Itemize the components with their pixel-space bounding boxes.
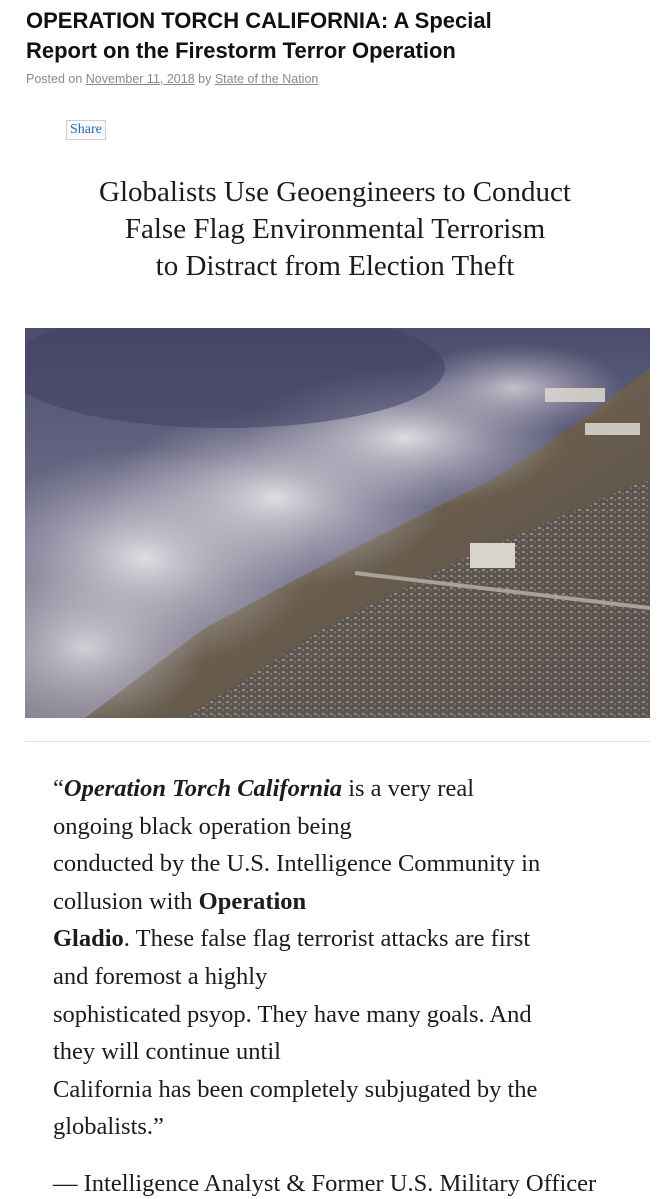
quote-line-9: California has been completely subjugated by the bbox=[53, 1075, 538, 1103]
quote-line-1 bbox=[53, 770, 628, 808]
quote-line-5 bbox=[53, 920, 628, 958]
article-subheading bbox=[20, 174, 650, 285]
quote-line-5-bold: Gladio bbox=[53, 925, 124, 953]
quote-line-1-rest: is a very real bbox=[342, 775, 475, 802]
quote-line-3: conducted by the U.S. Intelligence Community in bbox=[53, 850, 541, 878]
quote-line-8: they will continue until bbox=[53, 1038, 281, 1066]
quote-line-4-pre: collusion with bbox=[53, 887, 199, 915]
subhead-line-3: to Distract from Election Theft bbox=[155, 250, 515, 282]
quote-line-6: and foremost a highly bbox=[53, 962, 268, 990]
share-button[interactable]: Share bbox=[66, 120, 106, 140]
quote-block bbox=[53, 770, 628, 1146]
quote-line-10: globalists.” bbox=[53, 1113, 164, 1141]
quote-line-5-rest: . These false flag terrorist attacks are first bbox=[123, 925, 531, 953]
by-prefix: by bbox=[198, 72, 212, 86]
quote-line-7: sophisticated psyop. They have many goals. And bbox=[53, 1000, 532, 1028]
article-title bbox=[26, 6, 636, 66]
post-date-link[interactable]: November 11, 2018 bbox=[85, 72, 195, 86]
quote-line-2: ongoing black operation being bbox=[53, 812, 352, 840]
title-line-2: Report on the Firestorm Terror Operation bbox=[26, 38, 456, 63]
quote-line-4-bold: Operation bbox=[198, 887, 307, 915]
author-link[interactable]: State of the Nation bbox=[214, 72, 319, 86]
quote-open-mark: “ bbox=[53, 775, 64, 802]
divider bbox=[25, 741, 650, 742]
quote-attribution: — Intelligence Analyst & Former U.S. Military Officer bbox=[53, 1170, 597, 1197]
post-meta bbox=[26, 72, 318, 86]
posted-prefix: Posted on bbox=[26, 72, 83, 86]
subhead-line-2: False Flag Environmental Terrorism bbox=[124, 213, 546, 245]
quote-op-name: Operation Torch California bbox=[63, 775, 343, 802]
title-line-1: OPERATION TORCH CALIFORNIA: A Special bbox=[26, 8, 492, 33]
subhead-line-1: Globalists Use Geoengineers to Conduct bbox=[99, 176, 571, 208]
aerial-wildfire-photo bbox=[25, 328, 650, 718]
quote-line-4 bbox=[53, 883, 628, 921]
